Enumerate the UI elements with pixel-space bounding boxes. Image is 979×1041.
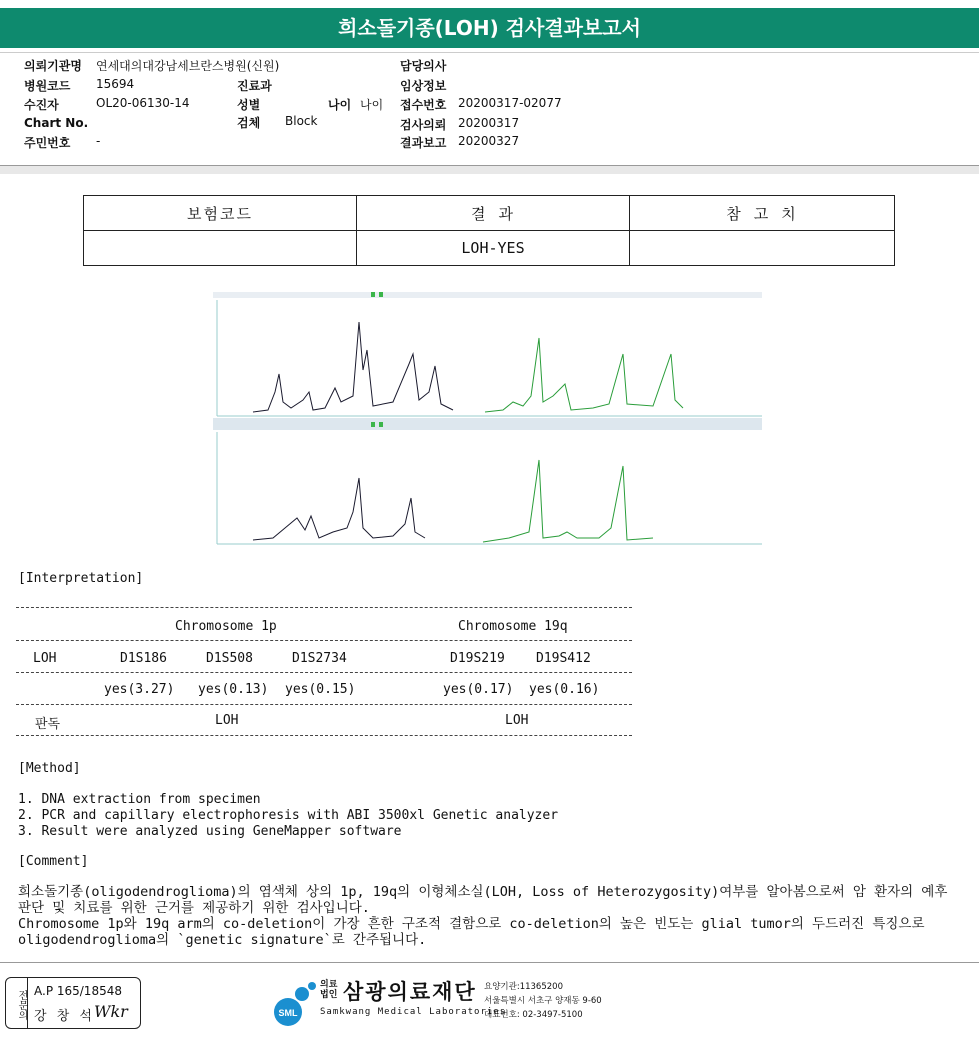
stamp-name: 강 창 석 xyxy=(34,1009,95,1024)
contact-address: 서울특별시 서초구 양재동 9-60 xyxy=(484,996,602,1006)
verdict-1p: LOH xyxy=(215,713,239,728)
hospital-code-value: 15694 xyxy=(96,77,135,91)
value-d1s508: yes(0.13) xyxy=(198,682,269,697)
result-header: 결 과 xyxy=(357,196,630,231)
verdict-label: 판독 xyxy=(35,717,61,732)
report-date-label: 결과보고 xyxy=(400,136,447,150)
verdict-19q: LOH xyxy=(505,713,529,728)
value-d1s2734: yes(0.15) xyxy=(285,682,356,697)
comment-heading: [Comment] xyxy=(18,854,89,869)
institution-label: 의뢰기관명 xyxy=(24,59,82,73)
hospital-code-label: 병원코드 xyxy=(24,79,71,93)
result-cell: LOH-YES xyxy=(357,231,630,266)
receipt-label: 접수번호 xyxy=(400,98,447,112)
comment-paragraph-1: 희소돌기종(oligodendroglioma)의 염색체 상의 1p, 19q의 이형체소실(LOH, Loss of Heterozygosity)여부를 알아봄으로써 암 환자의 예후 판단 및 치료를 위한 근거를 제공하기 위한 검사입니다. xyxy=(18,884,948,916)
sml-logo-icon xyxy=(272,980,324,1028)
stamp-vertical-label: 전문의 xyxy=(6,978,28,1028)
value-d1s186: yes(3.27) xyxy=(104,682,175,697)
clinical-label: 임상정보 xyxy=(400,79,447,93)
resident-label: 주민번호 xyxy=(24,136,71,150)
doctor-label: 담당의사 xyxy=(400,59,447,73)
request-value: 20200317 xyxy=(458,116,520,130)
age-label: 나이 xyxy=(328,98,352,112)
age-value: 나이 xyxy=(360,98,384,112)
pathologist-stamp xyxy=(5,977,141,1029)
contact-code: 요양기관:11365200 xyxy=(484,982,563,992)
logo-korean-name: 삼광의료재단 xyxy=(343,980,477,1004)
marker-d1s2734: D1S2734 xyxy=(292,651,347,666)
logo-small-text: 의료 법인 xyxy=(320,980,338,1000)
insurance-code-cell xyxy=(84,231,357,266)
divider-line xyxy=(16,640,632,641)
chromosome-1p-header: Chromosome 1p xyxy=(175,619,277,634)
value-d19s219: yes(0.17) xyxy=(443,682,514,697)
dept-label: 진료과 xyxy=(237,79,272,93)
logo-english-name: Samkwang Medical Laboratories xyxy=(320,1007,507,1017)
result-table xyxy=(83,195,895,266)
insurance-code-header: 보험코드 xyxy=(84,196,357,231)
comment-paragraph-2: Chromosome 1p와 19q arm의 co-deletion이 가장 흔한 구조적 결함으로 co-deletion의 높은 빈도는 glial tumor의 두드러진 특징으로 oligodendroglioma의 `genetic signature`로 간주됩니다. xyxy=(18,916,925,948)
method-item-1: 1. DNA extraction from specimen xyxy=(18,792,261,807)
specimen-label: 검체 xyxy=(237,116,261,130)
stamp-license: A.P 165/18548 xyxy=(34,984,122,998)
sml-logo xyxy=(270,972,600,1028)
contact-phone: 대표번호: 02-3497-5100 xyxy=(484,1010,583,1020)
sml-badge-text: SML xyxy=(278,1008,298,1018)
method-item-3: 3. Result were analyzed using GeneMapper software xyxy=(18,824,402,839)
patient-value: OL20-06130-14 xyxy=(96,96,190,110)
reference-cell xyxy=(630,231,895,266)
chart-no-label: Chart No. xyxy=(24,116,89,130)
patient-label: 수진자 xyxy=(24,98,59,112)
electropherogram-image xyxy=(213,292,762,546)
patient-info-block xyxy=(0,52,979,166)
divider-line xyxy=(16,704,632,705)
interpretation-heading: [Interpretation] xyxy=(18,571,144,586)
institution-value: 연세대의대강남세브란스병원(신원) xyxy=(96,59,280,73)
request-label: 검사의뢰 xyxy=(400,118,447,132)
section-divider xyxy=(0,166,979,174)
chromosome-19q-header: Chromosome 19q xyxy=(458,619,568,634)
report-title: 희소돌기종(LOH) 검사결과보고서 xyxy=(0,8,979,48)
loh-row-label: LOH xyxy=(33,651,57,666)
value-d19s412: yes(0.16) xyxy=(529,682,600,697)
method-heading: [Method] xyxy=(18,761,81,776)
specimen-value: Block xyxy=(285,114,318,128)
marker-d19s219: D19S219 xyxy=(450,651,505,666)
marker-d1s186: D1S186 xyxy=(120,651,167,666)
marker-d1s508: D1S508 xyxy=(206,651,253,666)
reference-header: 참 고 치 xyxy=(630,196,895,231)
divider-line xyxy=(16,735,632,736)
receipt-value: 20200317-02077 xyxy=(458,96,562,110)
sex-label: 성별 xyxy=(237,98,261,112)
marker-d19s412: D19S412 xyxy=(536,651,591,666)
divider-line xyxy=(16,672,632,673)
signature: Wkr xyxy=(94,1002,128,1021)
report-date-value: 20200327 xyxy=(458,134,520,148)
divider-line xyxy=(16,607,632,608)
resident-value: - xyxy=(96,134,101,148)
method-item-2: 2. PCR and capillary electrophoresis with ABI 3500xl Genetic analyzer xyxy=(18,808,559,823)
